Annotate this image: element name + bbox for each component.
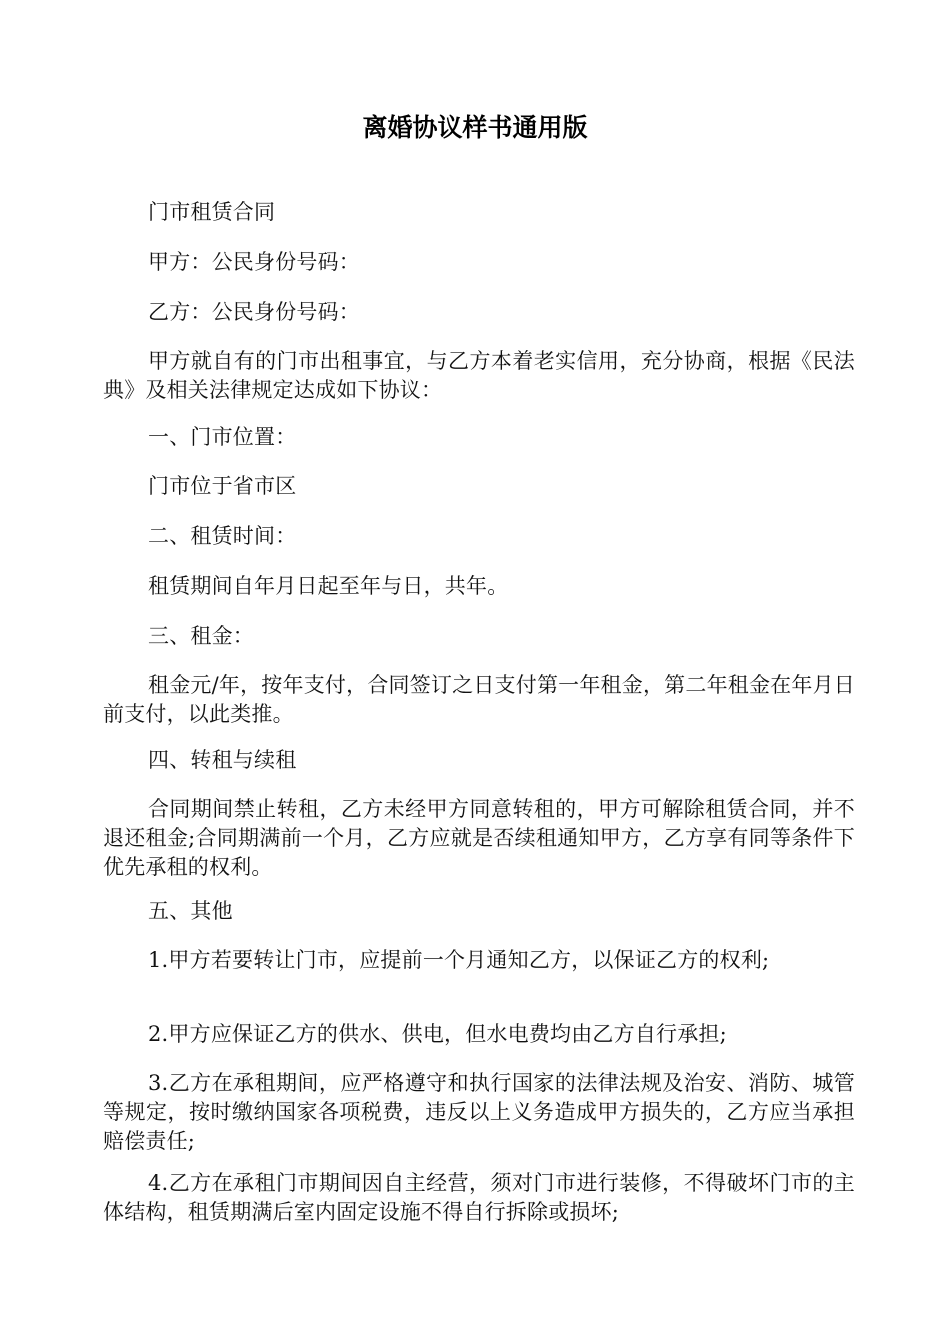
- paragraph-item-4: 4.乙方在承租门市期间因自主经营，须对门市进行装修，不得破坏门市的主体结构，租赁期满后室内固定设施不得自行拆除或损坏;: [103, 1171, 855, 1224]
- paragraph-section-2-heading: 二、租赁时间：: [148, 524, 297, 548]
- paragraph-rent: 租金元/年，按年支付，合同签订之日支付第一年租金，第二年租金在年月日前支付，以此类推。: [103, 673, 855, 726]
- paragraph-lease-term: 租赁期间自年月日起至年与日，共年。: [148, 574, 509, 598]
- paragraph-location: 门市位于省市区: [148, 474, 297, 498]
- paragraph-section-1-heading: 一、门市位置：: [148, 425, 297, 449]
- paragraph-item-2: 2.甲方应保证乙方的供水、供电，但水电费均由乙方自行承担;: [148, 1022, 727, 1046]
- paragraph-section-4-heading: 四、转租与续租: [148, 748, 297, 772]
- paragraph-item-3: 3.乙方在承租期间，应严格遵守和执行国家的法律法规及治安、消防、城管等规定，按时缴纳国家各项税费，违反以上义务造成甲方损失的，乙方应当承担赔偿责任;: [103, 1071, 855, 1153]
- paragraph-section-5-heading: 五、其他: [148, 899, 233, 923]
- paragraph-section-3-heading: 三、租金：: [148, 624, 254, 648]
- paragraph-sublease: 合同期间禁止转租，乙方未经甲方同意转租的，甲方可解除租赁合同，并不退还租金;合同期满前一个月，乙方应就是否续租通知甲方，乙方享有同等条件下优先承租的权利。: [103, 797, 855, 879]
- paragraph-contract-name: 门市租赁合同: [148, 200, 276, 224]
- paragraph-party-a: 甲方：公民身份号码：: [148, 250, 360, 274]
- paragraph-party-b: 乙方：公民身份号码：: [148, 300, 360, 324]
- document-title: 离婚协议样书通用版: [362, 113, 588, 142]
- paragraph-item-1: 1.甲方若要转让门市，应提前一个月通知乙方，以保证乙方的权利;: [148, 948, 770, 972]
- paragraph-preamble: 甲方就自有的门市出租事宜，与乙方本着老实信用，充分协商，根据《民法典》及相关法律规定达成如下协议：: [103, 349, 855, 402]
